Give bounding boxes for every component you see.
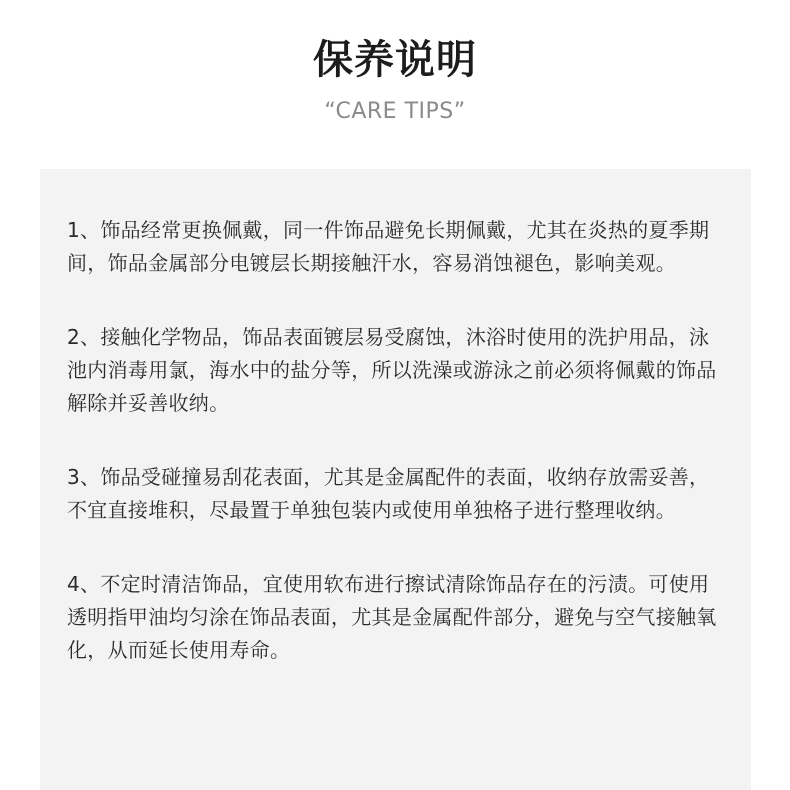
page-subtitle: “CARE TIPS”	[324, 99, 466, 124]
tip-item-4: 4、不定时清洁饰品，宜使用软布进行擦试清除饰品存在的污渍。可使用透明指甲油均匀涂在饰品表面，尤其是金属配件部分，避免与空气接触氧化，从而延长使用寿命。	[67, 572, 717, 662]
tip-item-3: 3、饰品受碰撞易刮花表面，尤其是金属配件的表面，收纳存放需妥善，不宜直接堆积，尽最置于单独包装内或使用单独格子进行整理收纳。	[67, 465, 710, 522]
tips-panel	[40, 169, 751, 790]
tip-item-2: 2、接触化学物品，饰品表面镀层易受腐蚀，沐浴时使用的洗护用品，泳池内消毒用氯，海水中的盐分等，所以洗澡或游泳之前必须将佩戴的饰品解除并妥善收纳。	[67, 325, 717, 415]
tip-item-1: 1、饰品经常更换佩戴，同一件饰品避免长期佩戴，尤其在炎热的夏季期间，饰品金属部分电镀层长期接触汗水，容易消蚀褪色，影响美观。	[67, 218, 710, 275]
tips-list	[67, 214, 727, 708]
page-title: 保养说明	[313, 37, 477, 83]
